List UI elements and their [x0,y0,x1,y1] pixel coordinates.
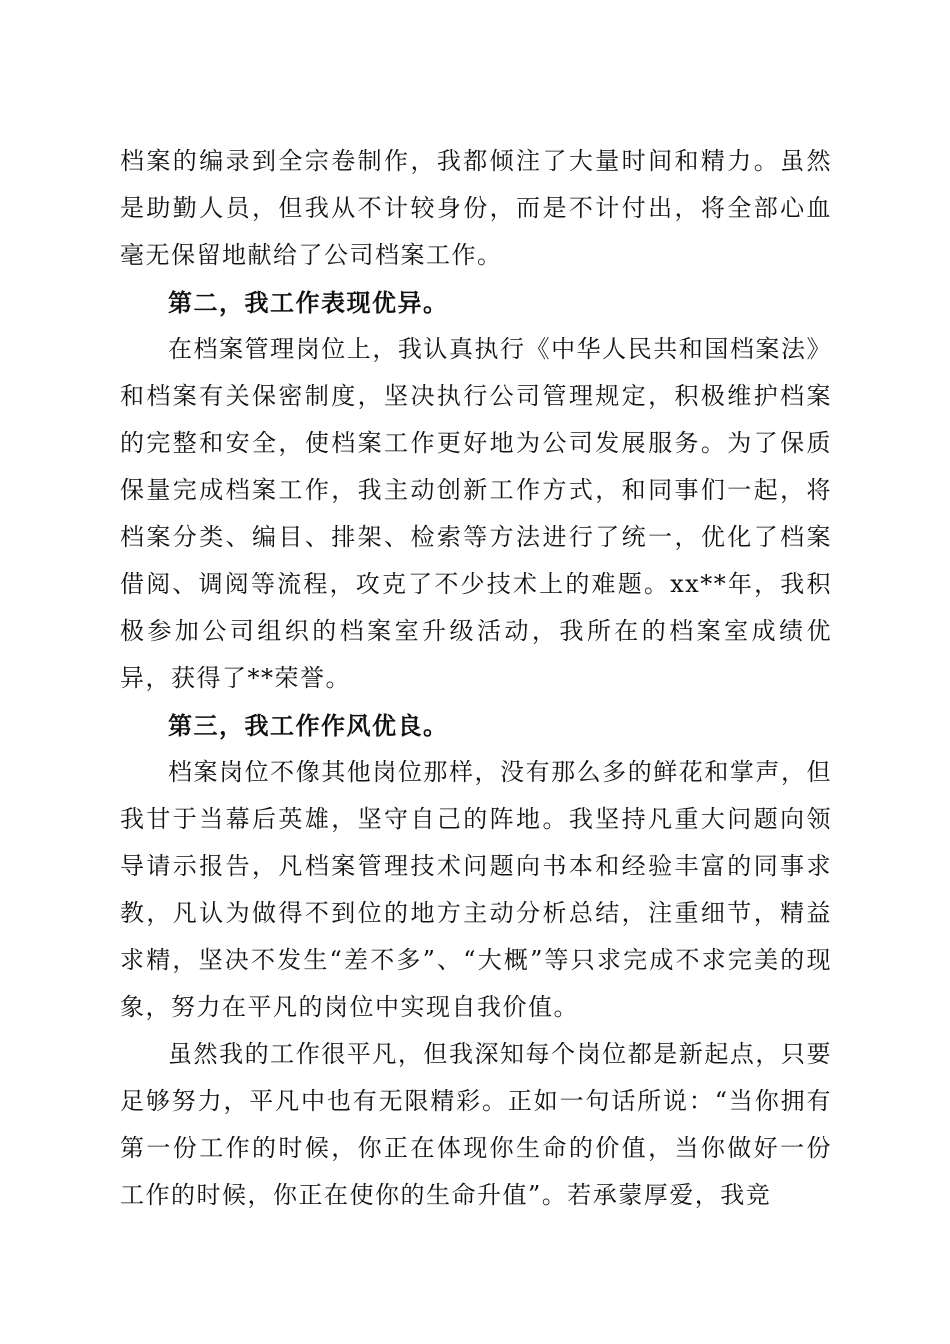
section-heading-third: 第三，我工作作风优良。 [168,711,449,740]
paragraph-continued: 档案的编录到全宗卷制作，我都倾注了大量时间和精力。虽然是助勤人员，但我从不计较身份，而是不计付出，将全部心血毫无保留地献给了公司档案工作。 [120,147,832,269]
paragraph-performance: 在档案管理岗位上，我认真执行《中华人民共和国档案法》和档案有关保密制度，坚决执行公司管理规定，积极维护档案的完整和安全，使档案工作更好地为公司发展服务。为了保质保量完成档案工作，我主动创新工作方式，和同事们一起，将档案分类、编目、排架、检索等方法进行了统一，优化了档案借阅、调阅等流程，攻克了不少技术上的难题。xx**年，我积极参加公司组织的档案室升级活动，我所在的档案室成绩优异，获得了**荣誉。 [120,335,832,692]
document-body [120,138,832,1219]
section-heading-second: 第二，我工作表现优异。 [168,288,449,317]
paragraph-conclusion: 虽然我的工作很平凡，但我深知每个岗位都是新起点，只要足够努力，平凡中也有无限精彩。正如一句话所说：“当你拥有第一份工作的时候，你正在体现你生命的价值，当你做好一份工作的时候，你正在使你的生命升值”。若承蒙厚爱，我竞 [120,1040,832,1209]
paragraph-work-style: 档案岗位不像其他岗位那样，没有那么多的鲜花和掌声，但我甘于当幕后英雄，坚守自己的阵地。我坚持凡重大问题向领导请示报告，凡档案管理技术问题向书本和经验丰富的同事求教，凡认为做得不到位的地方主动分析总结，注重细节，精益求精，坚决不发生“差不多”、“大概”等只求完成不求完美的现象，努力在平凡的岗位中实现自我价值。 [120,758,832,1021]
